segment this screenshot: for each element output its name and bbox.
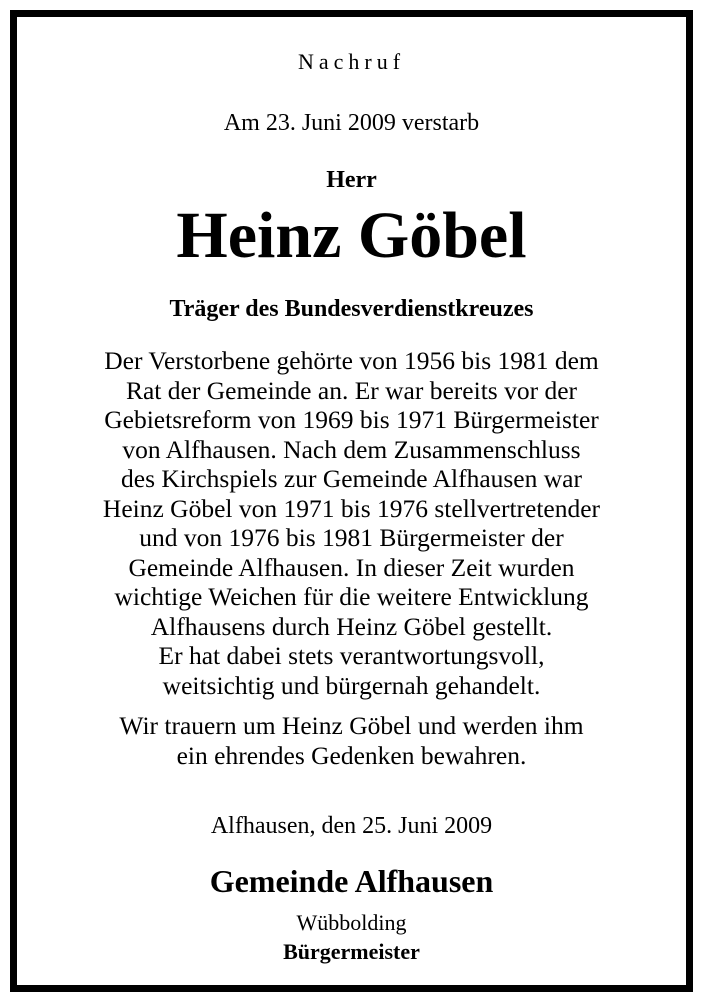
notice-heading: Nachruf bbox=[297, 49, 406, 74]
tribute-line: Er hat dabei stets verantwortungsvoll, bbox=[158, 641, 545, 670]
honor-title: Träger des Bundesverdienstkreuzes bbox=[169, 296, 534, 322]
death-date-line: Am 23. Juni 2009 verstarb bbox=[223, 110, 480, 136]
salutation: Herr bbox=[326, 167, 377, 193]
deceased-name: Heinz Göbel bbox=[176, 199, 527, 272]
municipality-name: Gemeinde Alfhausen bbox=[209, 863, 494, 899]
tribute-line: Gebietsreform von 1969 bis 1971 Bürgermeister bbox=[104, 405, 599, 434]
tribute-line: Der Verstorbene gehörte von 1956 bis 1981 dem bbox=[104, 346, 599, 375]
signer-name: Wübbolding bbox=[296, 910, 407, 935]
tribute-line: und von 1976 bis 1981 Bürgermeister der bbox=[139, 523, 564, 552]
tribute-line: von Alfhausen. Nach dem Zusammenschluss bbox=[122, 434, 581, 464]
tribute-line: Gemeinde Alfhausen. In dieser Zeit wurden bbox=[128, 552, 575, 582]
tribute-line: Rat der Gemeinde an. Er war bereits vor der bbox=[125, 375, 578, 405]
closing-text bbox=[17, 711, 686, 770]
tribute-line: wichtige Weichen für die weitere Entwicklung bbox=[114, 582, 589, 611]
place-date: Alfhausen, den 25. Juni 2009 bbox=[210, 813, 493, 839]
closing-line: Wir trauern um Heinz Göbel und werden ihm bbox=[119, 711, 584, 740]
tribute-line: des Kirchspiels zur Gemeinde Alfhausen war bbox=[121, 464, 582, 493]
signer-title: Bürgermeister bbox=[283, 939, 420, 964]
tribute-line: Alfhausens durch Heinz Göbel gestellt. bbox=[150, 611, 553, 641]
tribute-text bbox=[17, 346, 686, 700]
obituary-notice bbox=[10, 10, 693, 992]
tribute-line: Heinz Göbel von 1971 bis 1976 stellvertretender bbox=[102, 493, 601, 523]
tribute-line: weitsichtig und bürgernah gehandelt. bbox=[162, 670, 541, 700]
closing-line: ein ehrendes Gedenken bewahren. bbox=[176, 740, 527, 770]
